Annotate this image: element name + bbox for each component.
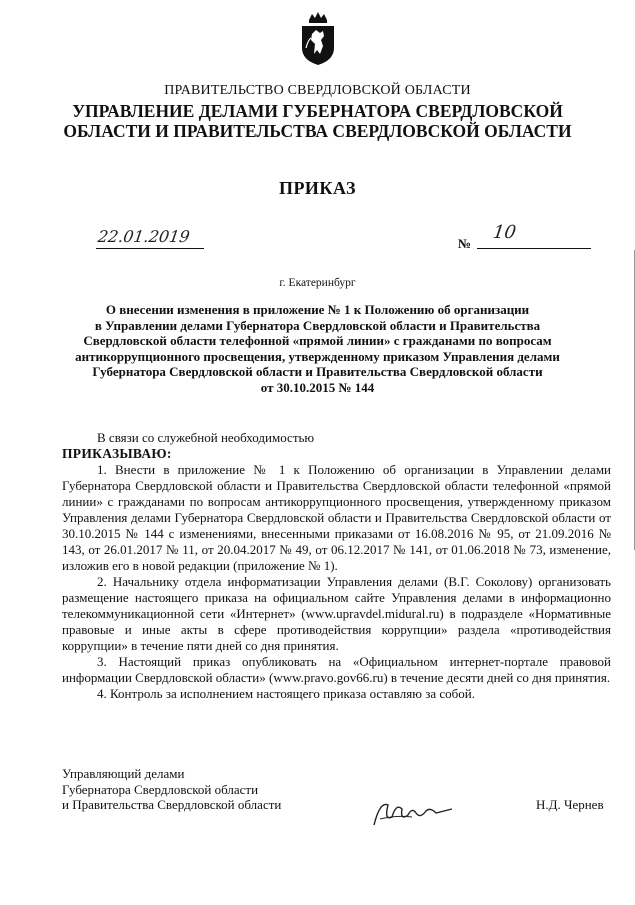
heading-line: Свердловской области телефонной «прямой линии» с гражданами по вопросам bbox=[83, 333, 552, 348]
order-paragraphs bbox=[62, 462, 611, 702]
position-line: Губернатора Свердловской области bbox=[62, 781, 259, 797]
heading-line: Губернатора Свердловской области и Правительства Свердловской области bbox=[92, 364, 543, 379]
number-underline bbox=[477, 248, 591, 249]
paragraph-3: 3. Настоящий приказ опубликовать на «Официальном интернет-портале правовой информации Свердловской области» (www.pravo.gov66.ru) в течение десяти дней со дня принятия. bbox=[62, 654, 611, 685]
signatory-name: Н.Д. Чернев bbox=[536, 797, 604, 812]
date-underline bbox=[96, 248, 204, 249]
coat-of-arms-emblem bbox=[299, 10, 337, 66]
document-type-title: ПРИКАЗ bbox=[278, 178, 357, 198]
number-label: № bbox=[458, 236, 472, 251]
handwritten-date: 22.01.2019 bbox=[96, 227, 191, 246]
department-name-line: УПРАВЛЕНИЕ ДЕЛАМИ ГУБЕРНАТОРА СВЕРДЛОВСКОЙ bbox=[72, 101, 563, 121]
city-name: г. Екатеринбург bbox=[279, 277, 356, 289]
heading-line: от 30.10.2015 № 144 bbox=[260, 379, 375, 395]
paragraph-2: 2. Начальнику отдела информатизации Управления делами (В.Г. Соколову) организовать размещение настоящего приказа на официальном сайте Управления делами в информационно телекоммуникационной сети «Интернет» (www.upravdel.midural.ru) в подразделе «Нормативные правовые и иные акты в сфере противодействия коррупции» раздела «противодействия коррупции» в течение пяти дней со дня принятия. bbox=[62, 574, 611, 653]
paragraph-1: 1. Внести в приложение № 1 к Положению об организации в Управлении делами Губернатора Свердловской области и Правительства Свердловской области телефонной «прямой линии» с гражданами по вопросам антикоррупционного просвещения, утвержденному приказом Управления делами Губернатора Свердловской области и Правительства Свердловской области от 30.10.2015 № 144 с изменениями, внесенными приказами от 16.08.2016 № 95, от 21.09.2016 № 143, от 26.01.2017 № 11, от 20.04.2017 № 49, от 06.12.2017 № 141, от 01.06.2018 № 73, изменение, изложив его в новой редакции (приложение № 1). bbox=[62, 462, 611, 573]
position-line: и Правительства Свердловской области bbox=[62, 797, 282, 812]
intro-paragraph: В связи со служебной необходимостью bbox=[97, 430, 315, 445]
department-name-line: ОБЛАСТИ И ПРАВИТЕЛЬСТВА СВЕРДЛОВСКОЙ ОБЛАСТИ bbox=[63, 121, 572, 141]
handwritten-number: 10 bbox=[491, 222, 518, 243]
position-line: Управляющий делами bbox=[62, 766, 185, 781]
paragraph-4: 4. Контроль за исполнением настоящего приказа оставляю за собой. bbox=[97, 686, 475, 701]
signatory-position bbox=[62, 766, 281, 813]
intro-text bbox=[62, 430, 611, 446]
heading-line: антикоррупционного просвещения, утвержденному приказом Управления делами bbox=[75, 348, 560, 364]
handwritten-signature bbox=[366, 795, 456, 831]
department-name bbox=[0, 101, 635, 141]
heading-line: в Управлении делами Губернатора Свердловской области и Правительства bbox=[94, 317, 541, 333]
order-word: ПРИКАЗЫВАЮ: bbox=[62, 446, 172, 461]
government-name: ПРАВИТЕЛЬСТВО СВЕРДЛОВСКОЙ ОБЛАСТИ bbox=[164, 83, 471, 98]
heading-line: О внесении изменения в приложение № 1 к Положению об организации bbox=[105, 302, 530, 317]
order-heading bbox=[0, 302, 635, 395]
